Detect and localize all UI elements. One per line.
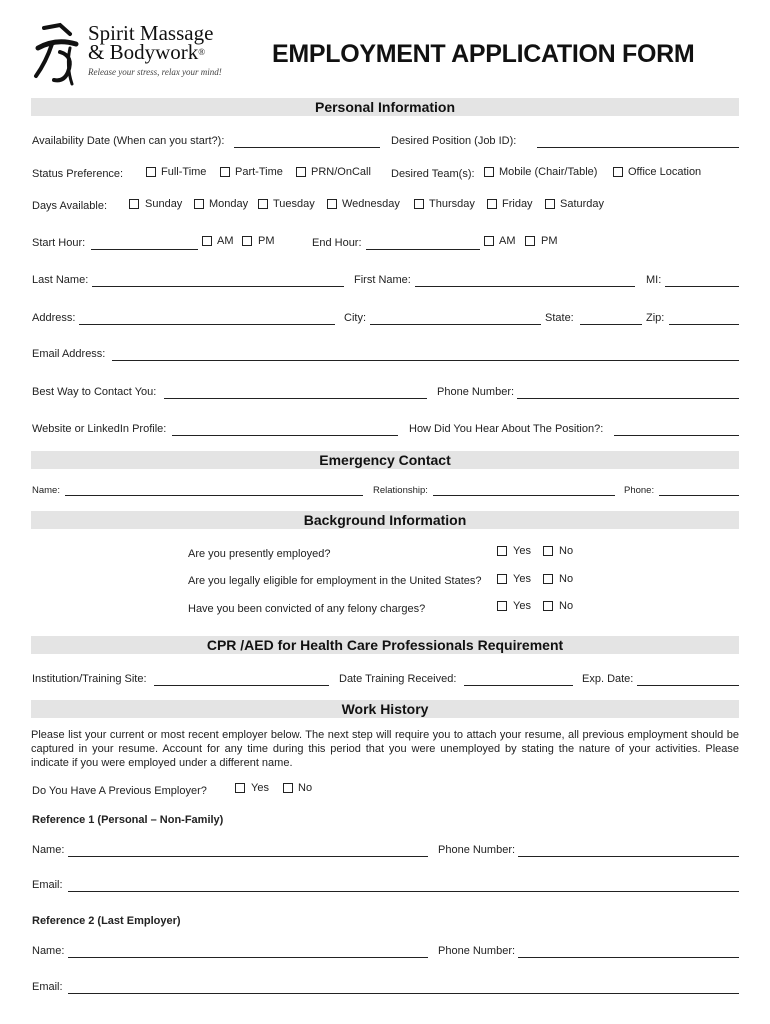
ref1-name-field[interactable] [68,856,428,857]
friday-label: Friday [502,198,533,210]
q2-no-label: No [559,573,574,585]
status-preference-label: Status Preference: [32,168,124,180]
desired-team-label: Desired Team(s): [391,168,475,180]
email-address-field[interactable] [112,360,739,361]
availability-label: Availability Date (When can you start?): [32,135,225,147]
q3-no-checkbox[interactable] [543,601,553,611]
presently-employed-question: Are you presently employed? [188,548,331,560]
ref1-email-label: Email: [32,879,63,891]
address-field[interactable] [79,324,335,325]
relationship-field[interactable] [433,495,615,496]
start-pm-checkbox[interactable] [242,236,252,246]
saturday-checkbox[interactable] [545,199,555,209]
q3-yes-checkbox[interactable] [497,601,507,611]
office-location-label: Office Location [628,166,702,178]
institution-label: Institution/Training Site: [32,673,147,685]
prn-oncall-checkbox[interactable] [296,167,306,177]
last-name-label: Last Name: [32,274,89,286]
wednesday-checkbox[interactable] [327,199,337,209]
phone-number-field[interactable] [517,398,739,399]
start-pm-label: PM [258,235,275,247]
tuesday-checkbox[interactable] [258,199,268,209]
start-am-checkbox[interactable] [202,236,212,246]
date-received-field[interactable] [464,685,573,686]
section-background-information: Background Information [31,511,739,529]
saturday-label: Saturday [560,198,605,210]
mobile-team-label: Mobile (Chair/Table) [499,166,598,178]
start-hour-field[interactable] [91,249,198,250]
logo-line2: & Bodywork [88,40,199,64]
state-field[interactable] [580,324,642,325]
emergency-phone-field[interactable] [659,495,739,496]
logo-tagline: Release your stress, relax your mind! [88,67,222,77]
prn-oncall-label: PRN/OnCall [311,166,371,178]
ref2-name-label: Name: [32,945,65,957]
monday-label: Monday [209,198,249,210]
mi-label: MI: [646,274,662,286]
address-label: Address: [32,312,76,324]
end-hour-label: End Hour: [312,237,362,249]
part-time-checkbox[interactable] [220,167,230,177]
zip-field[interactable] [669,324,739,325]
ref2-email-label: Email: [32,981,63,993]
q1-no-checkbox[interactable] [543,546,553,556]
legally-eligible-question: Are you legally eligible for employment in the United States? [188,575,482,587]
availability-field[interactable] [234,147,380,148]
wednesday-label: Wednesday [342,198,400,210]
hear-about-label: How Did You Hear About The Position?: [409,423,604,435]
full-time-checkbox[interactable] [146,167,156,177]
thursday-label: Thursday [429,198,475,210]
emergency-name-label: Name: [32,485,60,496]
reference1-heading: Reference 1 (Personal – Non-Family) [32,814,224,826]
q1-no-label: No [559,545,574,557]
end-pm-checkbox[interactable] [525,236,535,246]
sunday-label: Sunday [145,198,183,210]
q2-no-checkbox[interactable] [543,574,553,584]
best-way-field[interactable] [164,398,427,399]
q3-no-label: No [559,600,574,612]
logo-calligraphy-icon [30,22,86,88]
tuesday-label: Tuesday [273,198,315,210]
hear-about-field[interactable] [614,435,739,436]
section-emergency-contact: Emergency Contact [31,451,739,469]
q2-yes-label: Yes [513,573,531,585]
ref2-email-field[interactable] [68,993,739,994]
desired-position-field[interactable] [537,147,739,148]
best-way-label: Best Way to Contact You: [32,386,157,398]
date-received-label: Date Training Received: [339,673,457,685]
institution-field[interactable] [154,685,329,686]
prev-employer-yes-label: Yes [251,782,269,794]
monday-checkbox[interactable] [194,199,204,209]
mobile-team-checkbox[interactable] [484,167,494,177]
prev-employer-no-checkbox[interactable] [283,783,293,793]
first-name-field[interactable] [415,286,635,287]
start-hour-label: Start Hour: [32,237,86,249]
part-time-label: Part-Time [235,166,283,178]
ref2-phone-label: Phone Number: [438,945,516,957]
prev-employer-yes-checkbox[interactable] [235,783,245,793]
city-label: City: [344,312,366,324]
ref1-phone-field[interactable] [518,856,739,857]
ref2-phone-field[interactable] [518,957,739,958]
section-cpr-aed: CPR /AED for Health Care Professionals Requirement [31,636,739,654]
end-am-checkbox[interactable] [484,236,494,246]
exp-date-label: Exp. Date: [582,673,634,685]
start-am-label: AM [217,235,234,247]
exp-date-field[interactable] [637,685,739,686]
desired-position-label: Desired Position (Job ID): [391,135,517,147]
ref2-name-field[interactable] [68,957,428,958]
last-name-field[interactable] [92,286,344,287]
end-hour-field[interactable] [366,249,480,250]
mi-field[interactable] [665,286,739,287]
prev-employer-no-label: No [298,782,313,794]
section-work-history: Work History [31,700,739,718]
page-title: EMPLOYMENT APPLICATION FORM [272,40,695,68]
thursday-checkbox[interactable] [414,199,424,209]
full-time-label: Full-Time [161,166,207,178]
first-name-label: First Name: [354,274,411,286]
emergency-name-field[interactable] [65,495,363,496]
logo-name [88,21,214,64]
logo-reg: ® [198,47,206,57]
ref1-name-label: Name: [32,844,65,856]
end-am-label: AM [499,235,516,247]
end-pm-label: PM [541,235,558,247]
sunday-checkbox[interactable] [129,199,139,209]
website-label: Website or LinkedIn Profile: [32,423,167,435]
previous-employer-question: Do You Have A Previous Employer? [32,785,207,797]
zip-label: Zip: [646,312,665,324]
section-personal-information: Personal Information [31,98,739,116]
q1-yes-label: Yes [513,545,531,557]
state-label: State: [545,312,574,324]
ref1-email-field[interactable] [68,891,739,892]
city-field[interactable] [370,324,541,325]
website-field[interactable] [172,435,398,436]
work-history-instructions: Please list your current or most recent employer below. The next step will require you to attach your resume, all previous employment should be captured in your resume. Account for any time during this period that you were unemployed by stating the nature of your activities. Please indicate if you were employed under a different name. [31,729,739,769]
q1-yes-checkbox[interactable] [497,546,507,556]
reference2-heading: Reference 2 (Last Employer) [32,915,181,927]
email-address-label: Email Address: [32,348,106,360]
q2-yes-checkbox[interactable] [497,574,507,584]
friday-checkbox[interactable] [487,199,497,209]
office-location-checkbox[interactable] [613,167,623,177]
relationship-label: Relationship: [373,485,428,496]
ref1-phone-label: Phone Number: [438,844,516,856]
felony-question: Have you been convicted of any felony charges? [188,603,426,615]
q3-yes-label: Yes [513,600,531,612]
logo-line1: Spirit Massage [88,21,214,45]
emergency-phone-label: Phone: [624,485,655,496]
phone-number-label: Phone Number: [437,386,515,398]
days-available-label: Days Available: [32,200,108,212]
